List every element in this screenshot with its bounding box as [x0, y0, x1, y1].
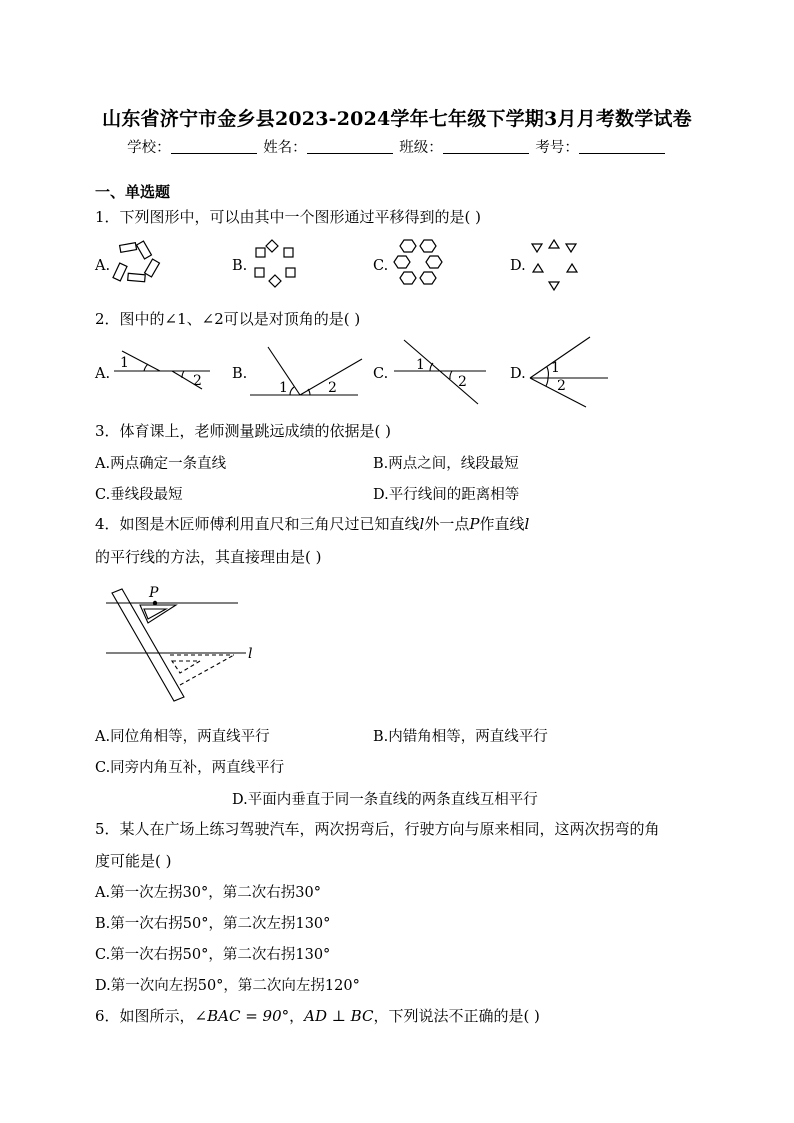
q4-option-c: C.同旁内角互补，两直线平行 — [95, 760, 285, 776]
q4-stem-part-c: 作直线 — [479, 515, 525, 533]
q3-option-a: A.两点确定一条直线 — [95, 456, 227, 472]
q1-figure-a — [112, 238, 168, 286]
q2d-label-1: 1 — [551, 360, 560, 376]
q6-expr-perp: AD ⊥ BC — [304, 1007, 374, 1025]
school-blank[interactable] — [171, 139, 257, 154]
q4-option-b: B.内错角相等，两直线平行 — [373, 729, 548, 745]
q2-figure-d — [526, 335, 616, 410]
student-info-row — [0, 136, 794, 157]
q2-figure-b — [248, 345, 368, 400]
q6-stem-part-b: ， — [289, 1007, 305, 1025]
q5-option-c: C.第一次右拐50°，第二次右拐130° — [95, 947, 331, 963]
q6-stem-part-c: ，下列说法不正确的是( ) — [373, 1007, 540, 1025]
q2-stem: 2．图中的∠1、∠2可以是对顶角的是( ) — [95, 310, 361, 328]
name-blank[interactable] — [307, 139, 393, 154]
q1-figure-c — [392, 236, 444, 296]
q4-stem-l2: l — [524, 515, 530, 533]
q4-option-d: D.平面内垂直于同一条直线的两条直线互相平行 — [232, 792, 538, 808]
q6-stem-part-a: 6．如图所示， — [95, 1007, 195, 1025]
q5-stem-line1: 5．某人在广场上练习驾驶汽车，两次拐弯后，行驶方向与原来相同，这两次拐弯的角 — [95, 820, 660, 838]
q4-figure — [100, 585, 270, 705]
q3-option-d: D.平行线间的距离相等 — [373, 487, 520, 503]
section-heading: 一、单选题 — [95, 183, 171, 201]
q4-stem-line1 — [95, 513, 529, 534]
q4-stem-part-a: 4．如图是木匠师傅利用直尺和三角尺过已知直线 — [95, 515, 420, 533]
q6-stem — [95, 1005, 540, 1026]
q4-stem-part-b: 外一点 — [424, 515, 470, 533]
q1-figure-b — [250, 238, 300, 288]
q1-figure-d — [528, 238, 580, 294]
q1-option-c: C. — [373, 258, 389, 274]
q2-option-b: B. — [232, 366, 248, 382]
q2b-label-2: 2 — [328, 380, 337, 396]
q2c-label-1: 1 — [416, 357, 425, 373]
q6-expr-angle: ∠BAC = 90° — [194, 1007, 290, 1025]
q5-option-d: D.第一次向左拐50°，第二次向左拐120° — [95, 978, 360, 994]
q2-option-a: A. — [95, 366, 111, 382]
q2b-label-1: 1 — [279, 380, 288, 396]
q5-stem-line2: 度可能是( ) — [95, 852, 172, 870]
q2-option-c: C. — [373, 366, 389, 382]
q2-figure-c — [390, 338, 500, 408]
name-label: 姓名： — [263, 140, 307, 156]
class-blank[interactable] — [443, 139, 529, 154]
exam-title: 山东省济宁市金乡县2023-2024学年七年级下学期3月月考数学试卷 — [102, 108, 692, 130]
q2a-label-1: 1 — [120, 355, 129, 371]
q1-option-a: A. — [95, 258, 111, 274]
q4-option-a: A.同位角相等，两直线平行 — [95, 729, 270, 745]
q1-stem: 1．下列图形中，可以由其中一个图形通过平移得到的是( ) — [95, 208, 482, 226]
number-blank[interactable] — [579, 139, 665, 154]
q3-option-b: B.两点之间，线段最短 — [373, 456, 519, 472]
q1-option-d: D. — [510, 258, 526, 274]
q4-stem-line2: 的平行线的方法，其直接理由是( ) — [95, 548, 322, 566]
q1-option-b: B. — [232, 258, 248, 274]
q2a-label-2: 2 — [193, 373, 202, 389]
q2-option-d: D. — [510, 366, 526, 382]
number-label: 考号： — [535, 140, 579, 156]
q2c-label-2: 2 — [458, 374, 467, 390]
q2d-label-2: 2 — [557, 378, 566, 394]
q5-option-b: B.第一次右拐50°，第二次左拐130° — [95, 916, 331, 932]
q4-stem-p: P — [469, 515, 480, 533]
q4-label-l: l — [248, 646, 253, 662]
q4-stem-l: l — [419, 515, 425, 533]
school-label: 学校： — [127, 140, 171, 156]
q3-option-c: C.垂线段最短 — [95, 487, 183, 503]
class-label: 班级： — [399, 140, 443, 156]
q4-label-p: P — [149, 585, 159, 601]
q3-stem: 3．体育课上，老师测量跳远成绩的依据是( ) — [95, 422, 392, 440]
q5-option-a: A.第一次左拐30°，第二次右拐30° — [95, 885, 321, 901]
